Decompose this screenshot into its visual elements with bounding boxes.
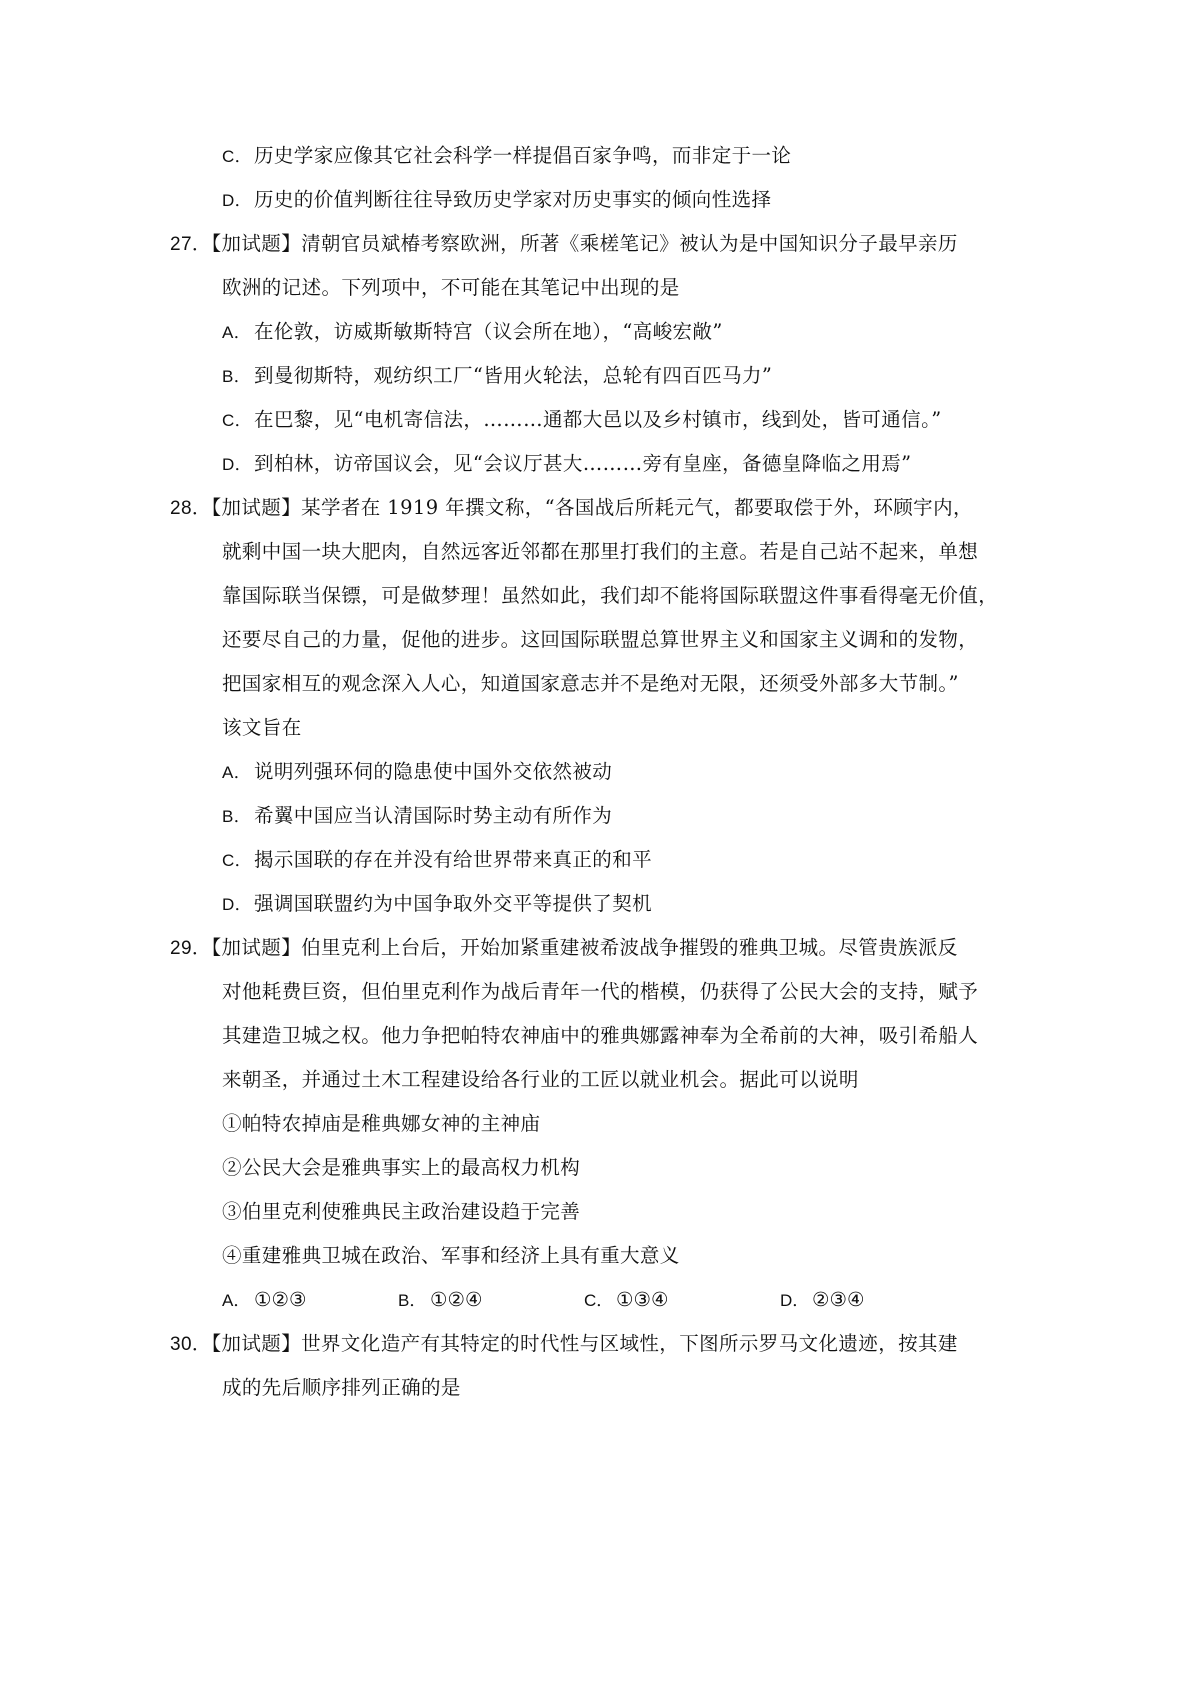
q28-option-c [222,846,652,875]
q27-stem-line-2: 欧洲的记述。下列项中，不可能在其笔记中出现的是 [222,276,680,299]
q27-stem-line-1 [170,230,958,259]
stem-text: 【加试题】伯里克利上台后，开始加紧重建被希波战争摧毁的雅典卫城。尽管贵族派反 [211,936,958,959]
option-letter: A． [222,323,252,342]
option-letter: B． [398,1291,427,1310]
option-text: 到曼彻斯特，观纺织工厂“皆用火轮法，总轮有四百匹马力” [254,364,773,387]
question-number: 30． [170,1334,212,1355]
stem-text: 【加试题】世界文化造产有其特定的时代性与区域性，下图所示罗马文化遗迹，按其建 [211,1332,958,1355]
q27-option-a [222,318,723,347]
question-number: 27． [170,234,212,255]
option-text: 历史的价值判断往往导致历史学家对历史事实的倾向性选择 [254,188,772,211]
stem-text: 【加试题】清朝官员斌椿考察欧洲，所著《乘槎笔记》被认为是中国知识分子最早亲历 [211,232,958,255]
option-text: 在巴黎，见“电机寄信法，………通都大邑以及乡村镇市，线到处，皆可通信。” [254,408,942,431]
option-letter: C． [584,1291,614,1310]
q29-options-row [222,1286,1022,1314]
stem-text: 【加试题】某学者在 1919 年撰文称，“各国战后所耗元气，都要取偿于外，环顾宇内， [211,496,973,519]
option-letter: A． [222,763,252,782]
q28-stem-line-6: 该文旨在 [222,716,302,739]
option-d [222,186,771,215]
q27-option-c [222,406,942,435]
q29-option-b [398,1286,482,1315]
option-letter: A． [222,1291,251,1310]
option-text: 说明列强环伺的隐患使中国外交依然被动 [254,760,613,783]
option-text: ①③④ [616,1288,669,1311]
q27-option-d [222,450,912,479]
q28-stem-line-3: 靠国际联当保镖，可是做梦理！虽然如此，我们却不能将国际联盟这件事看得毫无价值， [222,584,999,607]
option-text: 希翼中国应当认清国际时势主动有所作为 [254,804,613,827]
q29-option-c [584,1286,668,1315]
q28-option-b [222,802,612,831]
option-letter: C． [222,147,253,166]
option-letter: C． [222,411,253,430]
option-text: 强调国联盟约为中国争取外交平等提供了契机 [254,892,653,915]
option-text: 在伦敦，访威斯敏斯特宫（议会所在地），“高峻宏敞” [254,320,723,343]
option-letter: D． [222,895,253,914]
q29-stem-line-1 [170,934,958,963]
q29-statement-3: ③伯里克利使雅典民主政治建设趋于完善 [222,1200,581,1223]
question-number: 28． [170,498,212,519]
q29-stem-line-2: 对他耗费巨资，但伯里克利作为战后青年一代的楷模，仍获得了公民大会的支持，赋予 [222,980,979,1003]
option-letter: B． [222,807,252,826]
option-letter: B． [222,367,252,386]
option-letter: D． [222,191,253,210]
option-text: ②③④ [812,1288,865,1311]
q28-stem-line-5: 把国家相互的观念深入人心，知道国家意志并不是绝对无限，还须受外部多大节制。” [222,672,959,695]
q28-stem-line-2: 就剩中国一块大肥肉，自然远客近邻都在那里打我们的主意。若是自己站不起来，单想 [222,540,979,563]
option-letter: C． [222,851,253,870]
option-text: 到柏林，访帝国议会，见“会议厅甚大………旁有皇座，备德皇降临之用焉” [254,452,912,475]
q28-option-d [222,890,652,919]
q29-option-a [222,1286,306,1315]
option-text: 揭示国联的存在并没有给世界带来真正的和平 [254,848,653,871]
option-text: ①②③ [254,1288,307,1311]
q29-statement-1: ①帕特农掉庙是稚典娜女神的主神庙 [222,1112,541,1135]
q28-stem-line-4: 还要尽自己的力量，促他的进步。这回国际联盟总算世界主义和国家主义调和的发物， [222,628,979,651]
q28-stem-line-1 [170,494,973,523]
option-letter: D． [780,1291,810,1310]
q29-statement-4: ④重建雅典卫城在政治、军事和经济上具有重大意义 [222,1244,680,1267]
q30-stem-line-2: 成的先后顺序排列正确的是 [222,1376,461,1399]
option-letter: D． [222,455,253,474]
q29-option-d [780,1286,864,1315]
question-number: 29． [170,938,212,959]
q27-option-b [222,362,772,391]
q29-stem-line-3: 其建造卫城之权。他力争把帕特农神庙中的雅典娜露神奉为全希前的大神，吸引希船人 [222,1024,979,1047]
option-c [222,142,791,171]
q29-stem-line-4: 来朝圣，并通过土木工程建设给各行业的工匠以就业机会。据此可以说明 [222,1068,859,1091]
option-text: 历史学家应像其它社会科学一样提倡百家争鸣，而非定于一论 [254,144,792,167]
q29-statement-2: ②公民大会是雅典事实上的最高权力机构 [222,1156,581,1179]
option-text: ①②④ [430,1288,483,1311]
q28-option-a [222,758,612,787]
q30-stem-line-1 [170,1330,958,1359]
